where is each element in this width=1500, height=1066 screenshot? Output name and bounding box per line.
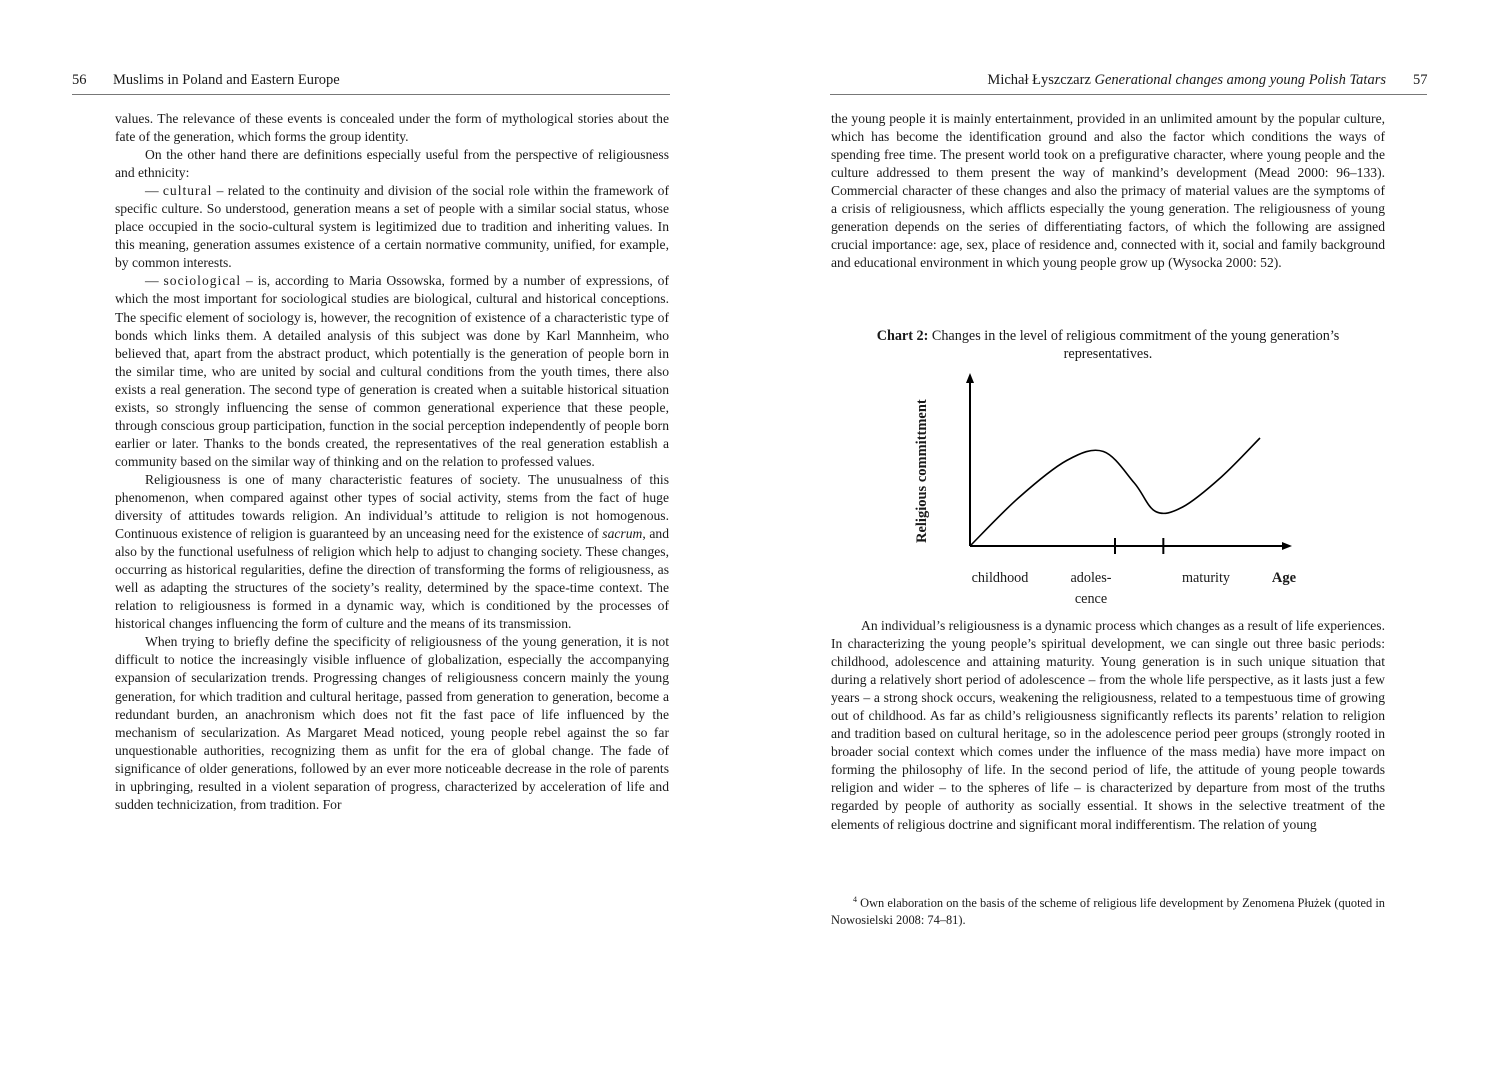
text-run: When trying to briefly define the specificity of religiousness of the young generation, it is not difficult to notice the increasingly visible influence of globalization, especially the accompanying expansion of secularization trends. Progressing changes of religiousness concern mainly the young generation, for which tradition and cultural heritage, passed from generation to generation, become a redundant burden, an anachronism which does not fit the fast pace of life influenced by the mechanism of secularization. As Margaret Mead noticed, young people rebel against the so far unquestionable authorities, recognizing them as unfit for the era of global change. The fade of significance of older generations, followed by an ever more noticeable decrease in the role of parents in upbringing, resulted in a violent separation of progress, characterized by acceleration of life and sudden technicization, from tradition. For	[115, 634, 669, 812]
text-run: – is, according to Maria Ossowska, formed by a number of expressions, of which the most important for sociological studies are biological, cultural and historical conceptions. The specific element of sociology is, however, the recognition of existence of a characteristic type of bonds which links them. A detailed analysis of this subject was done by Karl Mannheim, who believed that, apart from the abstract product, which potentially is the generation of people born in the similar time, who are united by social and cultural conditions from the youth times, there also exists a real generation. The second type of generation is created when a suitable historical situation exists, so strongly influencing the sense of common generational experience that these people, through conscious group participation, function in the social perception independently of people born earlier or later. Thanks to the bonds created, the representatives of the real generation establish a community based on the similar way of thinking and on the relation to professed values.	[115, 273, 669, 469]
paragraph	[115, 471, 669, 633]
category-label-line: childhood	[971, 570, 1029, 586]
religious-commitment-line	[970, 438, 1260, 546]
spaced-term: sociological	[163, 273, 242, 289]
header-rule	[72, 94, 670, 95]
text-run: Religiousness is one of many characteristic features of society. The unusualness of this phenomenon, when compared against other types of social activity, stems from the fact of huge diversity of attitudes towards religion. An individual’s attitude to religion is not homogenous. Continuous existence of religion is guaranteed by an unceasing need for the existence of	[115, 471, 669, 542]
paragraph	[831, 110, 1385, 272]
text-run: —	[145, 273, 164, 289]
x-category-label	[1071, 570, 1112, 607]
y-axis-arrow	[966, 373, 974, 383]
paragraph	[115, 272, 669, 471]
footnote-text: Own elaboration on the basis of the scheme of religious life development by Zenomena Płużek (quoted in Nowosielski 2008: 74–81).	[831, 896, 1385, 927]
x-axis-label: Age	[1271, 570, 1297, 586]
paragraph	[115, 633, 669, 813]
text-run: —	[145, 183, 163, 199]
x-axis-arrow	[1282, 542, 1292, 550]
text-run: values. The relevance of these events is concealed under the form of mythological stories about the fate of the generation, which forms the group identity.	[115, 111, 669, 145]
running-head-author: Michał Łyszczarz	[987, 72, 1091, 88]
text-run: – related to the continuity and division of the social role within the framework of specific culture. So understood, generation means a set of people with a similar social status, whose place occupied in the socio-cultural system is legitimized due to tradition and inheriting values. In this meaning, generation assumes existence of a certain normative community, unified, for example, by common interests.	[115, 183, 669, 271]
running-head: Muslims in Poland and Eastern Europe	[113, 72, 340, 88]
x-category-label	[1182, 570, 1231, 586]
text-run: An individual’s religiousness is a dynamic process which changes as a result of life experiences. In characterizing the young people’s spiritual development, we can single out three basic periods: childhood, adolescence and attaining maturity. Young generation is in such unique situation that during a relatively short period of adolescence – from the whole life perspective, as it lasts just a few years – a strong shock occurs, weakening the religiousness, related to a tempestuous time of growing out of childhood. As far as child’s religiousness significantly reflects its parents’ relation to religion and tradition based on cultural heritage, so in the adolescence period peer groups (strongly rooted in broader social context which comes under the influence of the mass media) have more impact on forming the philosophy of life. In the second period of life, the attitude of young people towards religion and wider – to the spheres of life – is characterized by departure from most of the truths regarded by people of authority as socially essential. It shows in the selective treatment of the elements of religious doctrine and significant moral indifferentism. The relation of young	[831, 618, 1385, 832]
chart-caption	[831, 327, 1385, 363]
chart-caption-label: Chart 2:	[876, 328, 929, 344]
body-text-bottom	[831, 617, 1385, 834]
spaced-term: cultural	[162, 183, 213, 199]
running-head	[750, 72, 1386, 89]
footnote	[831, 892, 1385, 928]
right-page	[750, 0, 1500, 1066]
y-axis-label: Religious committment	[914, 399, 930, 543]
body-text	[115, 110, 669, 814]
paragraph	[831, 617, 1385, 834]
paragraph	[115, 110, 669, 146]
italic-term: sacrum	[602, 526, 643, 542]
header-rule	[830, 94, 1427, 95]
paragraph	[115, 182, 669, 272]
paragraph	[115, 146, 669, 182]
text-run: the young people it is mainly entertainment, provided in an unlimited amount by the popular culture, which has become the identification ground and also the factor which conditions the ways of spending free time. The present world took on a prefigurative character, where young people and the culture addressed to them present the way of mankind’s development (Mead 2000: 96–133). Commercial character of these changes and also the primacy of material values are the symptoms of a crisis of religiousness, which afflicts especially the young generation. The religiousness of young generation depends on the series of differentiating factors, of which the following are assigned crucial importance: age, sex, place of residence and, connected with it, social and family background and educational environment in which young people grow up (Wysocka 2000: 52).	[831, 111, 1385, 271]
category-label-line: adoles-	[1070, 570, 1112, 586]
category-label-line: cence	[1074, 591, 1108, 607]
text-run: , and also by the functional usefulness of religion which help to adjust to changing society. These changes, occurring as historical regularities, define the direction of transforming the forms of religiousness, as well as adapting the structures of the society’s reality, determined by the space-time context. The relation to religiousness is formed in a dynamic way, which is conditioned by the processes of historical changes influencing the form of culture and the means of its transmission.	[115, 526, 669, 632]
page-number: 57	[1413, 72, 1428, 88]
page-number: 56	[72, 72, 87, 88]
chart-caption-text: Changes in the level of religious commitment of the young generation’s representatives.	[928, 328, 1340, 362]
religious-commitment-chart	[910, 365, 1370, 610]
running-head-title: Generational changes among young Polish Tatars	[1094, 72, 1386, 88]
x-category-label	[972, 570, 1029, 586]
body-text-top	[831, 110, 1385, 272]
footnote-mark: 4	[853, 895, 857, 904]
text-run: On the other hand there are definitions especially useful from the perspective of religiousness and ethnicity:	[115, 147, 669, 181]
category-label-line: maturity	[1181, 570, 1231, 586]
